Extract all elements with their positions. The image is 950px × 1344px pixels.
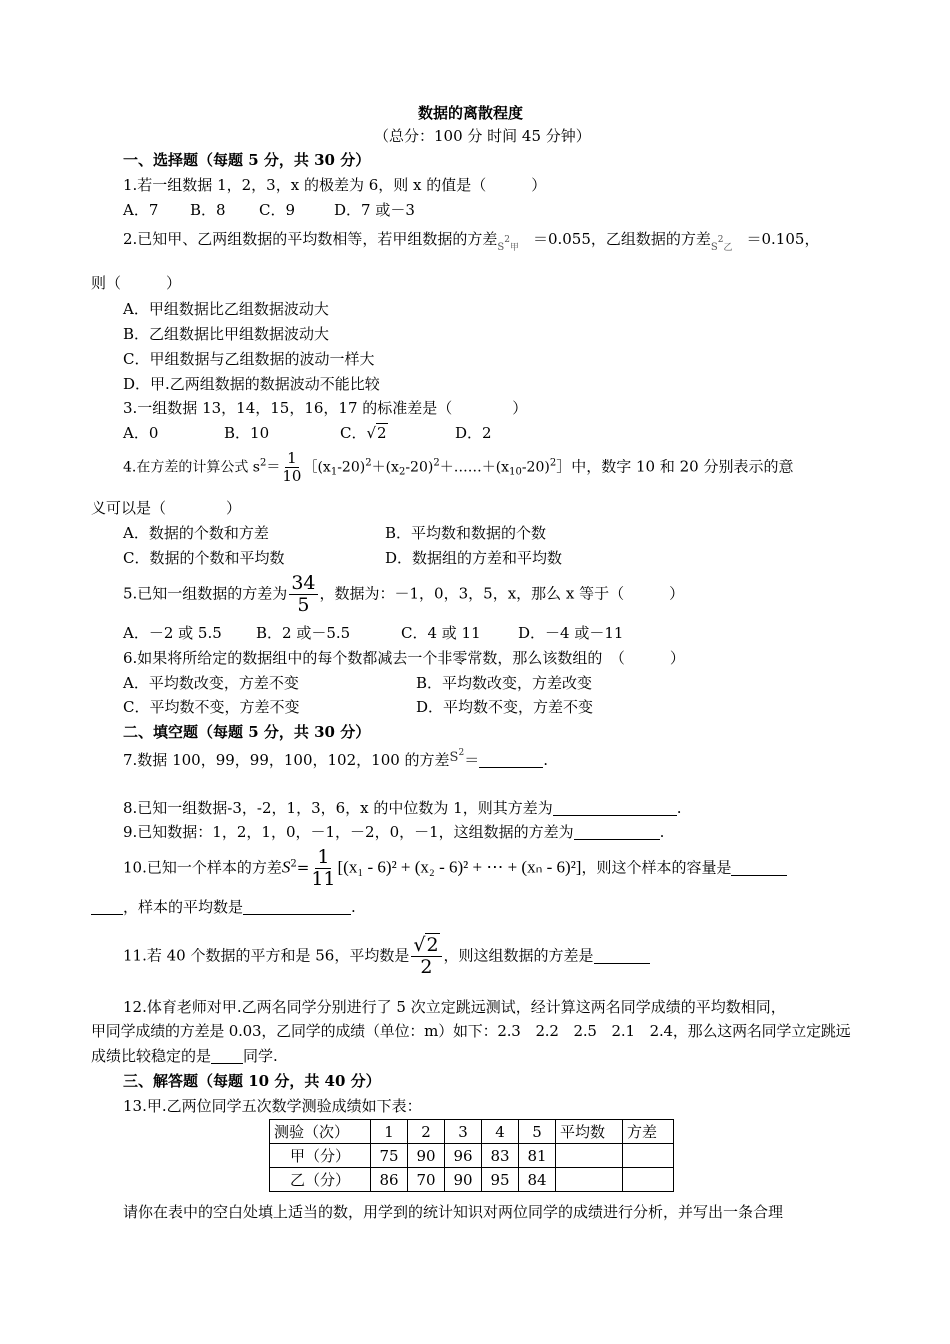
question-1: 1.若一组数据 1，2，3，x 的极差为 6，则 x 的值是（ ） [123, 176, 547, 194]
sqrt-symbol: √2 [366, 424, 387, 442]
table-header-cell: 1 [371, 1120, 408, 1144]
section-heading-1: 一、选择题（每题 5 分，共 30 分） [123, 151, 371, 169]
section-heading-3: 三、解答题（每题 10 分，共 40 分） [123, 1072, 381, 1090]
table-row [270, 1168, 674, 1192]
q6-option-c: C．平均数不变，方差不变 [123, 698, 300, 716]
table-cell: 90 [408, 1144, 445, 1168]
score-table [269, 1119, 674, 1192]
q12-answer-blank[interactable] [211, 1049, 243, 1064]
q3-option-a: A．0 [123, 424, 159, 442]
question-9: 9.已知数据：1，2，1，0，－1，－2，0，－1，这组数据的方差为 . [123, 823, 665, 841]
question-7: 7.数据 100，99，99，100，102，100 的方差$S^2=$ . [123, 748, 548, 769]
q6-option-a: A．平均数改变，方差不变 [123, 674, 299, 692]
q10-answer-blank-2[interactable] [243, 900, 351, 915]
question-13: 13.甲.乙两位同学五次数学测验成绩如下表： [123, 1097, 422, 1115]
q2-line2: 则（ ） [91, 274, 182, 292]
question-12-line1: 12.体育老师对甲.乙两名同学分别进行了 5 次立定跳远测试，经计算这两名同学成绩的平均数相同， [123, 998, 786, 1016]
q8-answer-blank[interactable] [553, 801, 677, 816]
table-cell: 90 [445, 1168, 482, 1192]
table-cell: 95 [482, 1168, 519, 1192]
table-cell: 96 [445, 1144, 482, 1168]
q2-s-jia: S2甲 [497, 235, 519, 253]
q11-fraction: $\frac{√2}{2}$ [411, 936, 441, 977]
q2-text-pre: 2.已知甲、乙两组数据的平均数相等，若甲组数据的方差 [123, 230, 498, 248]
table-header-cell: 5 [519, 1120, 556, 1144]
table-cell-variance-blank[interactable] [623, 1168, 674, 1192]
table-cell: 75 [371, 1144, 408, 1168]
question-12-line2: 甲同学成绩的方差是 0.03，乙同学的成绩（单位：m）如下：2.3 2.2 2.5 2.1 2.4，那么这两名同学立定跳远 [91, 1022, 851, 1040]
table-cell: 86 [371, 1168, 408, 1192]
q7-s2: $S^2$ [449, 748, 465, 765]
table-cell: 甲（分） [270, 1144, 371, 1168]
table-header-cell: 方差 [623, 1120, 674, 1144]
q3-option-d: D．2 [455, 424, 492, 442]
table-header-row [270, 1120, 674, 1144]
q11-answer-blank[interactable] [594, 949, 650, 964]
table-cell: 81 [519, 1144, 556, 1168]
table-cell: 84 [519, 1168, 556, 1192]
table-cell-average-blank[interactable] [556, 1168, 623, 1192]
q2-s-yi: S2乙 [710, 235, 733, 253]
q5-option-c: C．4 或 11 [401, 624, 481, 642]
q10-fraction: $\frac{1}{11}$ [311, 846, 336, 890]
question-12-line3: 成绩比较稳定的是 同学. [91, 1047, 278, 1065]
q2-option-c: C．甲组数据与乙组数据的波动一样大 [123, 350, 375, 368]
page-title: 数据的离散程度 [418, 104, 524, 122]
q4-option-d: D．数据组的方差和平均数 [385, 549, 563, 567]
q1-option-d: D．7 或－3 [334, 201, 415, 219]
q9-answer-blank[interactable] [574, 825, 660, 840]
q10-answer-blank-1b[interactable] [91, 900, 123, 915]
q7-answer-blank[interactable] [479, 753, 543, 768]
q4-option-c: C．数据的个数和平均数 [123, 549, 285, 567]
question-6: 6.如果将所给定的数据组中的每个数都减去一个非零常数，那么该数组的 （ ） [123, 649, 685, 667]
q2-option-d: D．甲.乙两组数据的数据波动不能比较 [123, 375, 380, 393]
table-header-cell: 3 [445, 1120, 482, 1144]
table-header-cell: 2 [408, 1120, 445, 1144]
q4-option-a: A．数据的个数和方差 [123, 524, 269, 542]
table-cell-variance-blank[interactable] [623, 1144, 674, 1168]
q10-formula: [(x₁ - 6)² + (x₂ - 6)² + ⋯ + (xₙ - 6)²] [337, 857, 582, 877]
table-header-cell: 4 [482, 1120, 519, 1144]
q5-fraction: $\frac{34}{5}$ [291, 572, 316, 616]
question-4: 4.在方差的计算公式 $s^2=$ $\frac{1}{10}$ $[(x_1-20)^2+(x_2-20)^2+\dots\dots+(x_{10}-20)^2]$中，数字 10 和 20 分别表示的意 [123, 449, 794, 485]
q6-option-b: B．平均数改变，方差改变 [416, 674, 593, 692]
q5-option-b: B．2 或－5.5 [256, 624, 351, 642]
q1-option-b: B．8 [190, 201, 226, 219]
question-8: 8.已知一组数据-3，-2，1，3，6，x 的中位数为 1，则其方差为 . [123, 799, 682, 817]
q5-option-d: D．－4 或－11 [518, 624, 624, 642]
q1-option-a: A．7 [123, 201, 159, 219]
q10-line2: ，样本的平均数是 . [91, 898, 356, 916]
table-cell: 83 [482, 1144, 519, 1168]
table-header-cell: 平均数 [556, 1120, 623, 1144]
q5-option-a: A．－2 或 5.5 [123, 624, 222, 642]
q10-s: S [281, 857, 291, 877]
table-header-cell: 测验（次） [270, 1120, 371, 1144]
table-cell: 70 [408, 1168, 445, 1192]
q2-text-mid: ＝0.055，乙组数据的方差 [532, 230, 711, 248]
q4-option-b: B．平均数和数据的个数 [385, 524, 547, 542]
question-13-after: 请你在表中的空白处填上适当的数，用学到的统计知识对两位同学的成绩进行分析，并写出一条合理 [123, 1203, 784, 1221]
subtitle: （总分：100 分 时间 45 分钟） [374, 127, 591, 145]
question-3: 3.一组数据 13，14，15，16，17 的标准差是（ ） [123, 399, 528, 417]
q4-fraction: $\frac{1}{10}$ [282, 449, 302, 485]
table-cell: 乙（分） [270, 1168, 371, 1192]
question-2 [123, 229, 820, 253]
q3-option-c: C．√2 [340, 424, 387, 442]
question-5: 5.已知一组数据的方差为 $\frac{34}{5}$ ，数据为：－1，0，3，5，x，那么 x 等于（ ） [123, 572, 685, 616]
question-11: 11.若 40 个数据的平方和是 56，平均数是 $\frac{√2}{2}$ ，则这组数据的方差是 [123, 936, 650, 977]
q6-option-d: D．平均数不变，方差不变 [416, 698, 594, 716]
q4-line2: 义可以是（ ） [91, 499, 242, 517]
table-cell-average-blank[interactable] [556, 1144, 623, 1168]
q3-option-b: B．10 [224, 424, 270, 442]
q1-option-c: C．9 [259, 201, 296, 219]
table-row [270, 1144, 674, 1168]
q2-option-a: A．甲组数据比乙组数据波动大 [123, 300, 329, 318]
q10-answer-blank-1a[interactable] [731, 861, 787, 876]
question-10: 10.已知一个样本的方差$S^2=$ $\frac{1}{11}$ [(x₁ - 6)² + (x₂ - 6)² + ⋯ + (xₙ - 6)²]，则这个样本的容量是 [123, 848, 787, 889]
q2-text-post: ＝0.105， [746, 230, 820, 248]
q2-option-b: B．乙组数据比甲组数据波动大 [123, 325, 330, 343]
section-heading-2: 二、填空题（每题 5 分，共 30 分） [123, 723, 371, 741]
